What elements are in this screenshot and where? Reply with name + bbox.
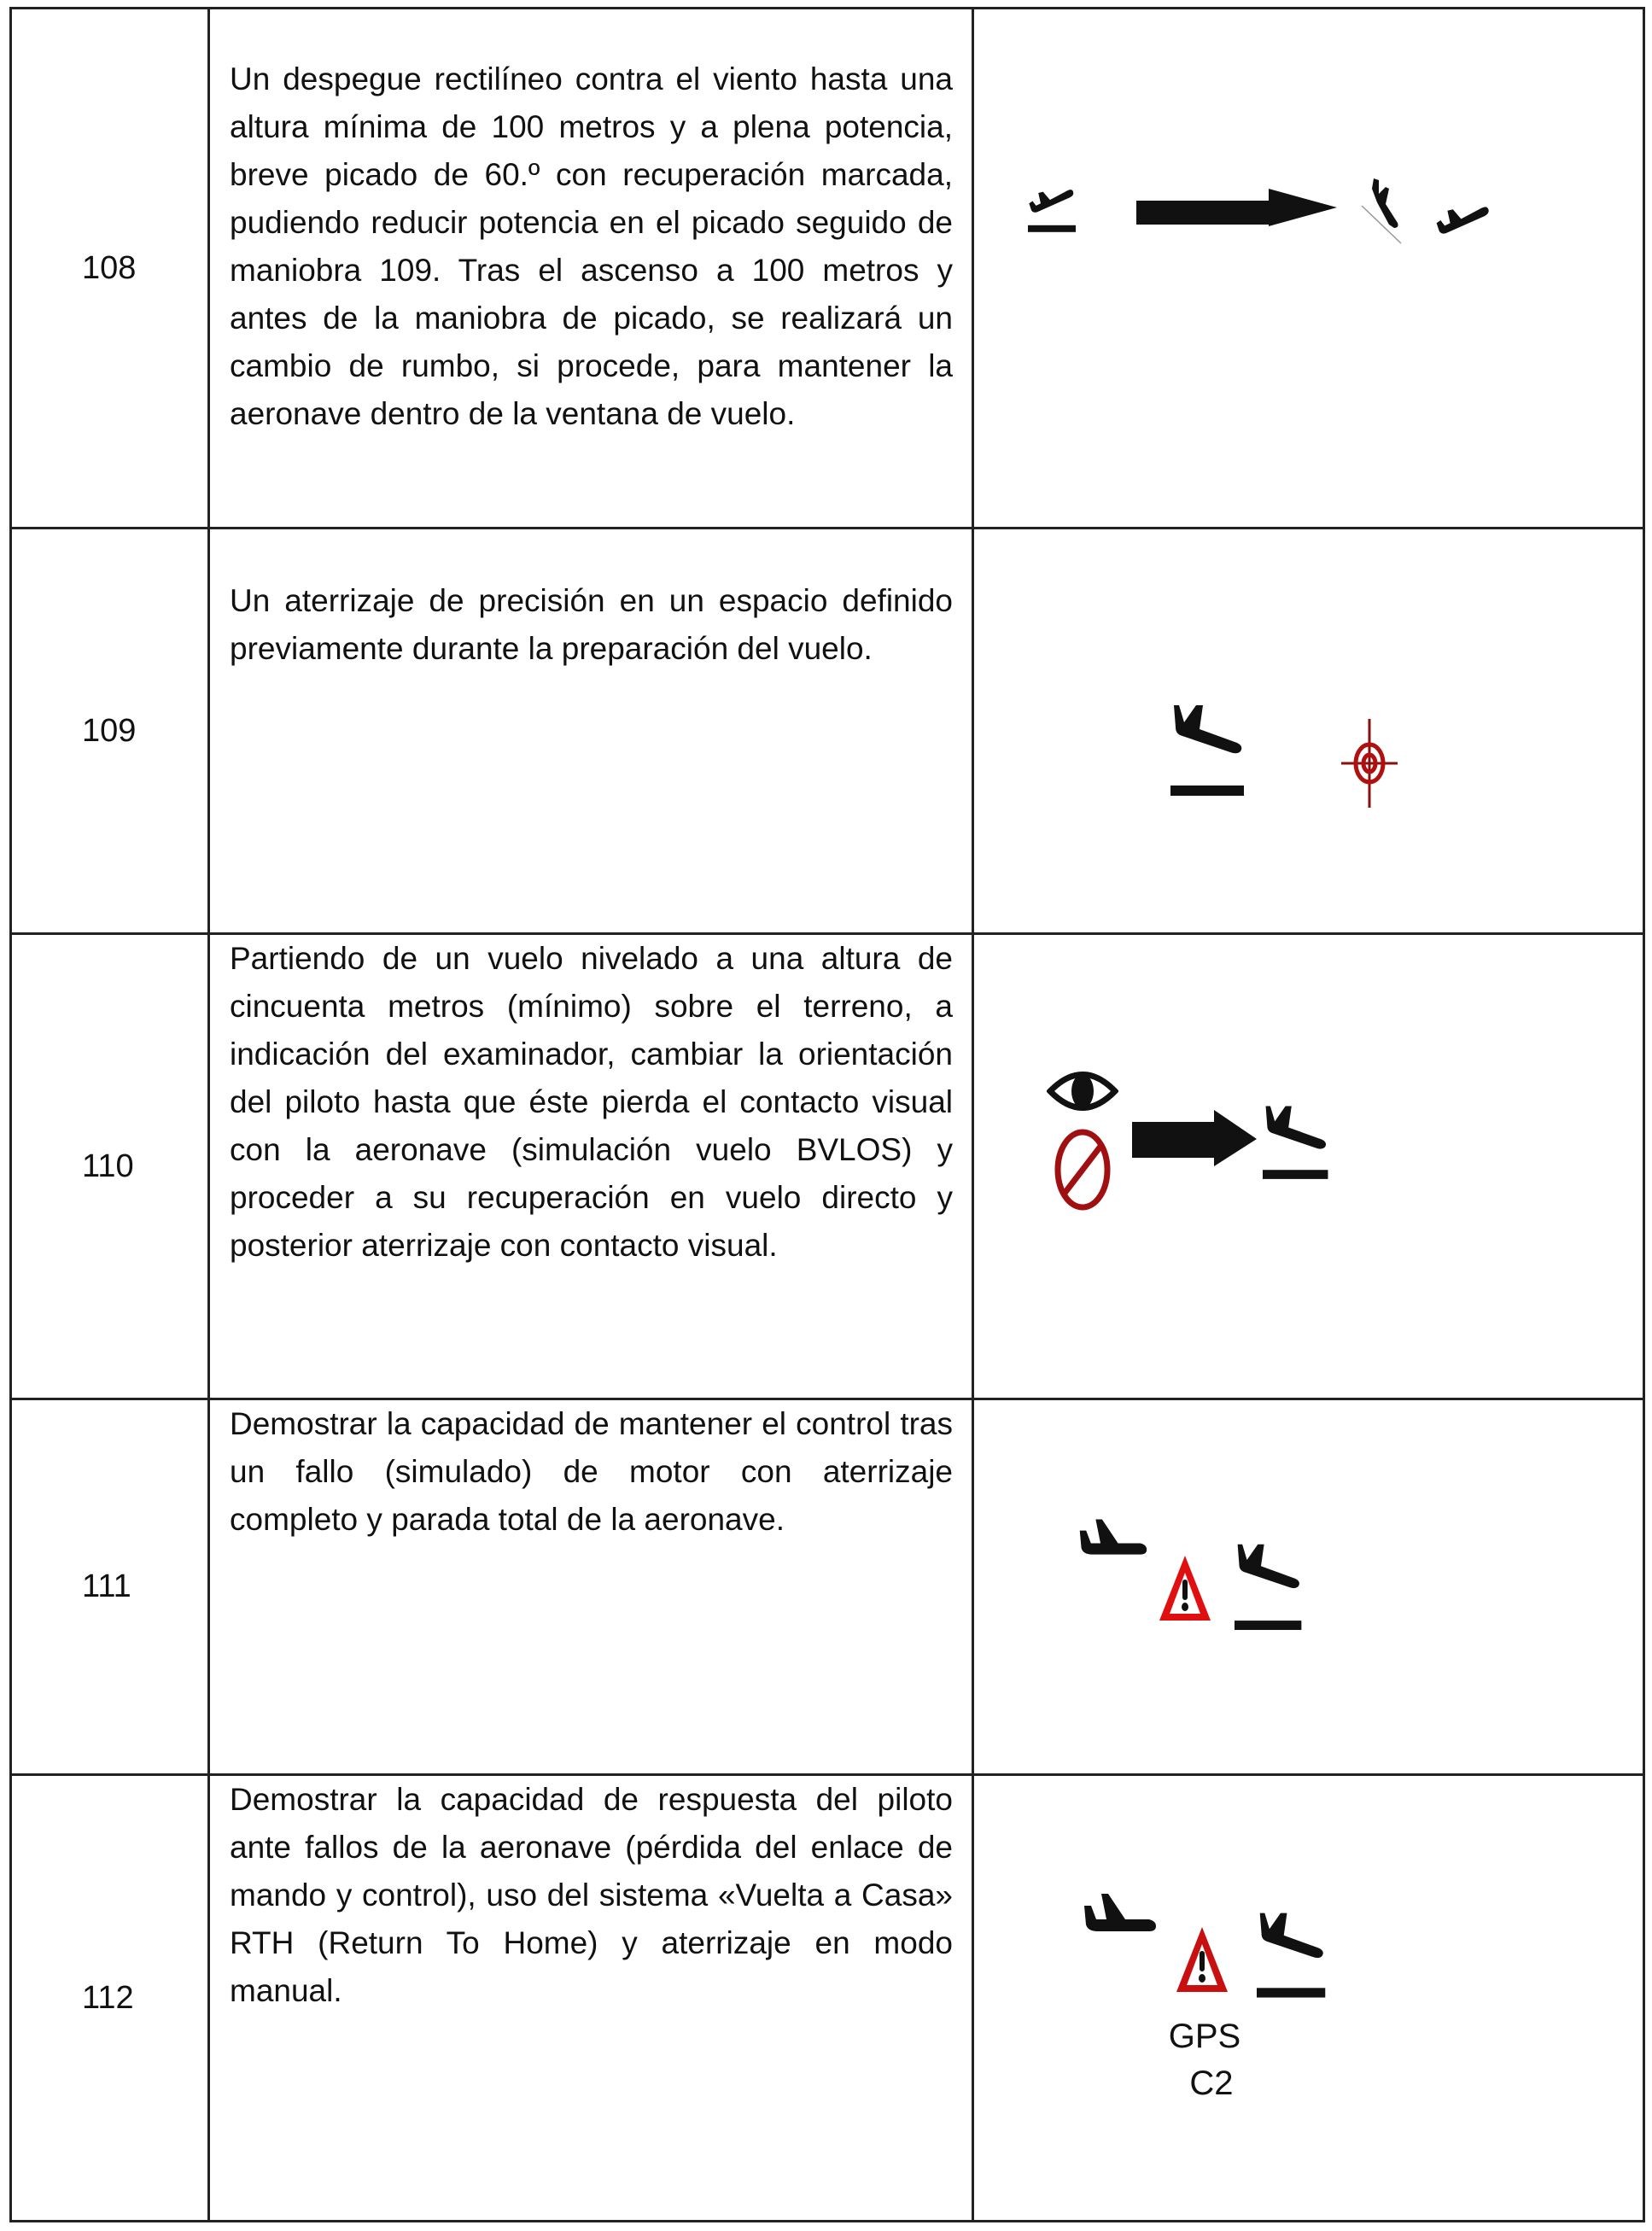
climb-icon: [1435, 196, 1497, 238]
maneuver-description: Un aterrizaje de precisión en un espacio definido previamente durante la preparación del vuelo.: [210, 529, 974, 932]
maneuver-number: 111: [12, 1400, 210, 1773]
takeoff-icon: [1025, 180, 1085, 242]
landing-icon: [1256, 1908, 1329, 2004]
maneuver-number: 112: [12, 1776, 210, 2220]
landing-icon: [1235, 1539, 1305, 1634]
maneuver-description: Un despegue rectilíneo contra el viento hasta una altura mínima de 100 metros y a plena potencia, breve picado de 60.º con recuperación marcada, pudiendo reducir potencia en el picado seguido de maniobra 109. Tras el ascenso a 100 metros y antes de la maniobra de picado, se realizará un cambio de rumbo, si procede, para mantener la aeronave dentro de la ventana de vuelo.: [210, 9, 974, 527]
maneuver-description: Demostrar la capacidad de respuesta del piloto ante fallos de la aeronave (pérdida del enlace de mando y control), uso del sistema «Vuelta a Casa» RTH (Return To Home) y aterrizaje en modo manual.: [210, 1776, 974, 2220]
airplane-level-icon: [1077, 1516, 1148, 1560]
landing-icon: [1170, 700, 1247, 803]
target-icon: [1341, 719, 1398, 808]
maneuver-number: 108: [12, 9, 210, 527]
maneuver-icons: [974, 1400, 1643, 1773]
table-row: [9, 1776, 1645, 2222]
gps-label: GPS: [1168, 2018, 1241, 2055]
maneuver-icons: [974, 529, 1643, 932]
table-row: [9, 1400, 1645, 1776]
maneuver-icons: [974, 1776, 1643, 2220]
airplane-level-icon: [1081, 1891, 1158, 1936]
landing-icon: [1263, 1101, 1331, 1187]
arrow-right-icon: [1132, 1110, 1260, 1170]
warning-icon: [1172, 1925, 1232, 1994]
maneuver-icons: [974, 9, 1643, 527]
arrow-right-icon: [1136, 189, 1341, 240]
dive-icon: [1360, 177, 1411, 245]
maneuver-description: Demostrar la capacidad de mantener el control tras un fallo (simulado) de motor con aterrizaje completo y parada total de la aeronave.: [210, 1400, 974, 1773]
table-row: [9, 529, 1645, 935]
maneuver-description: Partiendo de un vuelo nivelado a una altura de cincuenta metros (mínimo) sobre el terreno, a indicación del examinador, cambiar la orientación del piloto hasta que éste pierda el contacto visual con la aeronave (simulación vuelo BVLOS) y proceder a su recuperación en vuelo directo y posterior aterrizaje con contacto visual.: [210, 935, 974, 1398]
maneuvers-table: [9, 7, 1645, 2222]
warning-icon: [1158, 1554, 1212, 1622]
maneuver-number: 109: [12, 529, 210, 932]
prohibited-icon: [1053, 1127, 1112, 1212]
table-row: [9, 9, 1645, 529]
table-row: [9, 935, 1645, 1400]
c2-label: C2: [1189, 2065, 1234, 2102]
maneuver-number: 110: [12, 935, 210, 1398]
maneuver-icons: [974, 935, 1643, 1398]
eye-icon: [1047, 1063, 1118, 1119]
